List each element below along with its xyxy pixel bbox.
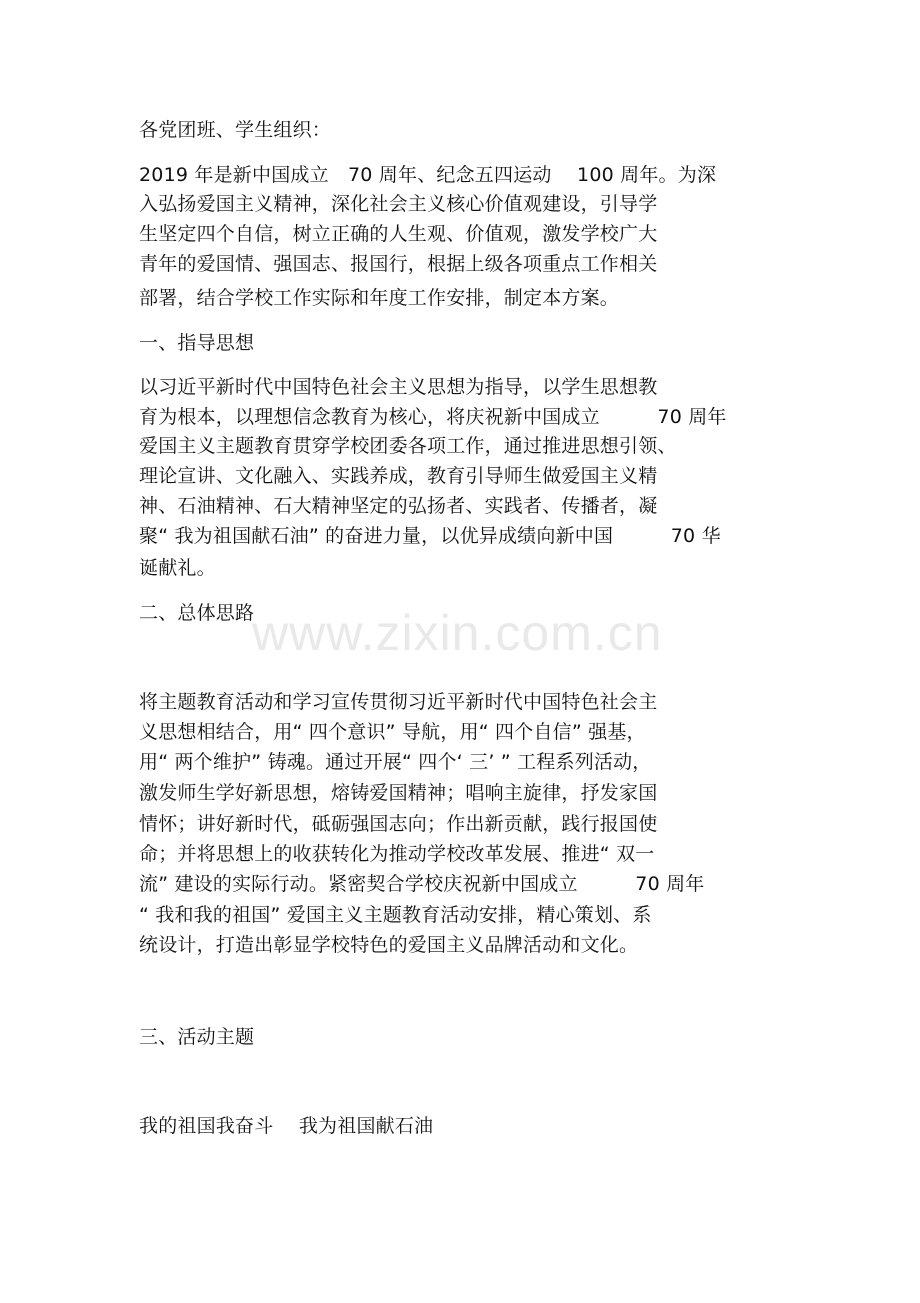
- paragraph-line: 命；并将思想上的收获转化为推动学校改革发展、推进“ 双一: [139, 843, 655, 865]
- paragraph-line: 流” 建设的实际行动。紧密契合学校庆祝新中国成立 70 周年: [139, 873, 705, 895]
- paragraph-line: 义思想相结合，用“ 四个意识” 导航，用“ 四个自信” 强基，: [139, 721, 646, 743]
- section-heading-overall-approach: 二、总体思路: [139, 602, 255, 624]
- intro-line: 2019 年是新中国成立 70 周年、纪念五四运动 100 周年。为深: [139, 164, 717, 186]
- paragraph-line: 诞献礼。: [139, 557, 216, 579]
- intro-line: 部署，结合学校工作实际和年度工作安排，制定本方案。: [139, 287, 620, 309]
- paragraph-line: “ 我和我的祖国” 爱国主义主题教育活动安排，精心策划、系: [139, 904, 652, 926]
- intro-line: 青年的爱国情、强国志、报国行，根据上级各项重点工作相关: [139, 253, 658, 275]
- paragraph-line: 将主题教育活动和学习宣传贯彻习近平新时代中国特色社会主: [139, 691, 658, 713]
- activity-theme-text: 我的祖国我奋斗 我为祖国献石油: [139, 1115, 434, 1137]
- paragraph-line: 育为根本，以理想信念教育为核心，将庆祝新中国成立 70 周年: [139, 406, 727, 428]
- section-heading-guiding-ideology: 一、指导思想: [139, 332, 255, 354]
- watermark: www.zixin.com.cn: [252, 605, 663, 661]
- intro-line: 入弘扬爱国主义精神，深化社会主义核心价值观建设，引导学: [139, 193, 658, 215]
- paragraph-line: 聚“ 我为祖国献石油” 的奋进力量，以优异成绩向新中国 70 华: [139, 525, 721, 547]
- paragraph-line: 统设计，打造出彰显学校特色的爱国主义品牌活动和文化。: [139, 934, 639, 956]
- section-heading-activity-theme: 三、活动主题: [139, 1026, 255, 1048]
- salutation: 各党团班、学生组织：: [139, 119, 332, 141]
- paragraph-line: 爱国主义主题教育贯穿学校团委各项工作，通过推进思想引领、: [139, 435, 677, 457]
- intro-line: 生坚定四个自信，树立正确的人生观、价值观，激发学校广大: [139, 223, 658, 245]
- paragraph-line: 神、石油精神、石大精神坚定的弘扬者、实践者、传播者，凝: [139, 495, 658, 517]
- paragraph-line: 理论宣讲、文化融入、实践养成，教育引导师生做爱国主义精: [139, 465, 658, 487]
- paragraph-line: 以习近平新时代中国特色社会主义思想为指导，以学生思想教: [139, 376, 658, 398]
- paragraph-line: 情怀；讲好新时代，砥砺强国志向；作出新贡献，践行报国使: [139, 813, 658, 835]
- paragraph-line: 用“ 两个维护” 铸魂。通过开展“ 四个‘ 三’ ” 工程系列活动，: [139, 751, 652, 773]
- paragraph-line: 激发师生学好新思想，熔铸爱国精神；唱响主旋律，抒发家国: [139, 782, 658, 804]
